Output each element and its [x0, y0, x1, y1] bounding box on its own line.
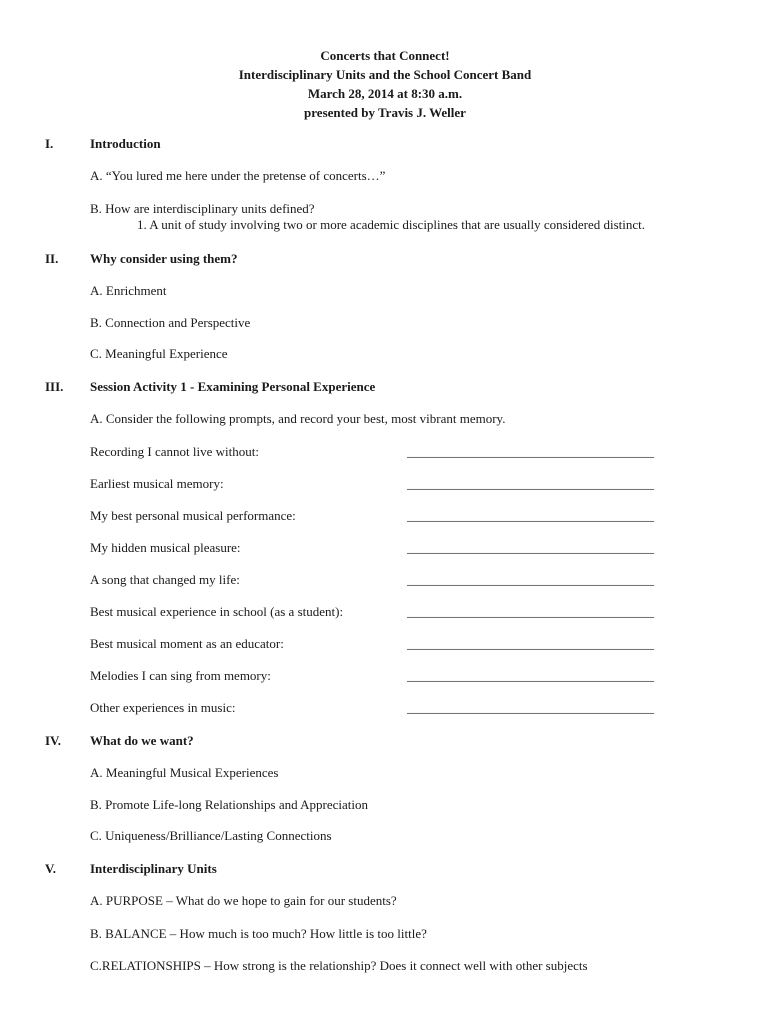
answer-blank[interactable]: ______________________________________	[407, 572, 654, 587]
list-item: B. Connection and Perspective	[90, 315, 251, 330]
prompt-label: My best personal musical performance:	[90, 508, 296, 523]
section-heading: Why consider using them?	[90, 251, 238, 266]
list-item: C.RELATIONSHIPS – How strong is the relationship? Does it connect well with other subjects	[90, 958, 588, 973]
presenter-line: presented by Travis J. Weller	[304, 105, 466, 120]
document-header	[0, 46, 770, 122]
answer-blank[interactable]: ______________________________________	[407, 668, 654, 683]
section-number: V.	[45, 861, 56, 876]
section-number: IV.	[45, 733, 62, 748]
list-item: B. Promote Life-long Relationships and Appreciation	[90, 797, 369, 812]
prompt-label: A song that changed my life:	[90, 572, 240, 587]
section-heading: Introduction	[90, 136, 161, 151]
prompt-label: Melodies I can sing from memory:	[90, 668, 271, 683]
section-heading: What do we want?	[90, 733, 194, 748]
prompt-label: My hidden musical pleasure:	[90, 540, 241, 555]
answer-blank[interactable]: ______________________________________	[407, 444, 654, 459]
prompt-label: Best musical moment as an educator:	[90, 636, 284, 651]
prompt-label: Best musical experience in school (as a student):	[90, 604, 344, 619]
answer-blank[interactable]: ______________________________________	[407, 700, 654, 715]
list-item: B. How are interdisciplinary units defined?	[90, 201, 315, 216]
presentation-date: March 28, 2014 at 8:30 a.m.	[307, 86, 463, 101]
prompt-label: Earliest musical memory:	[90, 476, 224, 491]
sub-item: 1. A unit of study involving two or more academic disciplines that are usually considered distinct.	[137, 217, 645, 232]
list-item: A. Consider the following prompts, and record your best, most vibrant memory.	[90, 411, 506, 426]
section-number: I.	[45, 136, 54, 151]
prompt-label: Other experiences in music:	[90, 700, 236, 715]
section-heading: Session Activity 1 - Examining Personal Experience	[90, 379, 376, 394]
section-number: III.	[45, 379, 64, 394]
answer-blank[interactable]: ______________________________________	[407, 476, 654, 491]
section-number: II.	[45, 251, 59, 266]
list-item: A. “You lured me here under the pretense of concerts…”	[90, 168, 386, 183]
list-item: C. Meaningful Experience	[90, 346, 228, 361]
prompt-label: Recording I cannot live without:	[90, 444, 259, 459]
answer-blank[interactable]: ______________________________________	[407, 636, 654, 651]
document-title: Concerts that Connect!	[320, 48, 450, 63]
list-item: A. Enrichment	[90, 283, 167, 298]
list-item: C. Uniqueness/Brilliance/Lasting Connections	[90, 828, 332, 843]
list-item: B. BALANCE – How much is too much? How little is too little?	[90, 926, 427, 941]
answer-blank[interactable]: ______________________________________	[407, 604, 654, 619]
answer-blank[interactable]: ______________________________________	[407, 540, 654, 555]
document-subtitle: Interdisciplinary Units and the School Concert Band	[238, 67, 532, 82]
section-heading: Interdisciplinary Units	[90, 861, 217, 876]
list-item: A. PURPOSE – What do we hope to gain for our students?	[90, 893, 397, 908]
list-item: A. Meaningful Musical Experiences	[90, 765, 279, 780]
answer-blank[interactable]: ______________________________________	[407, 508, 654, 523]
